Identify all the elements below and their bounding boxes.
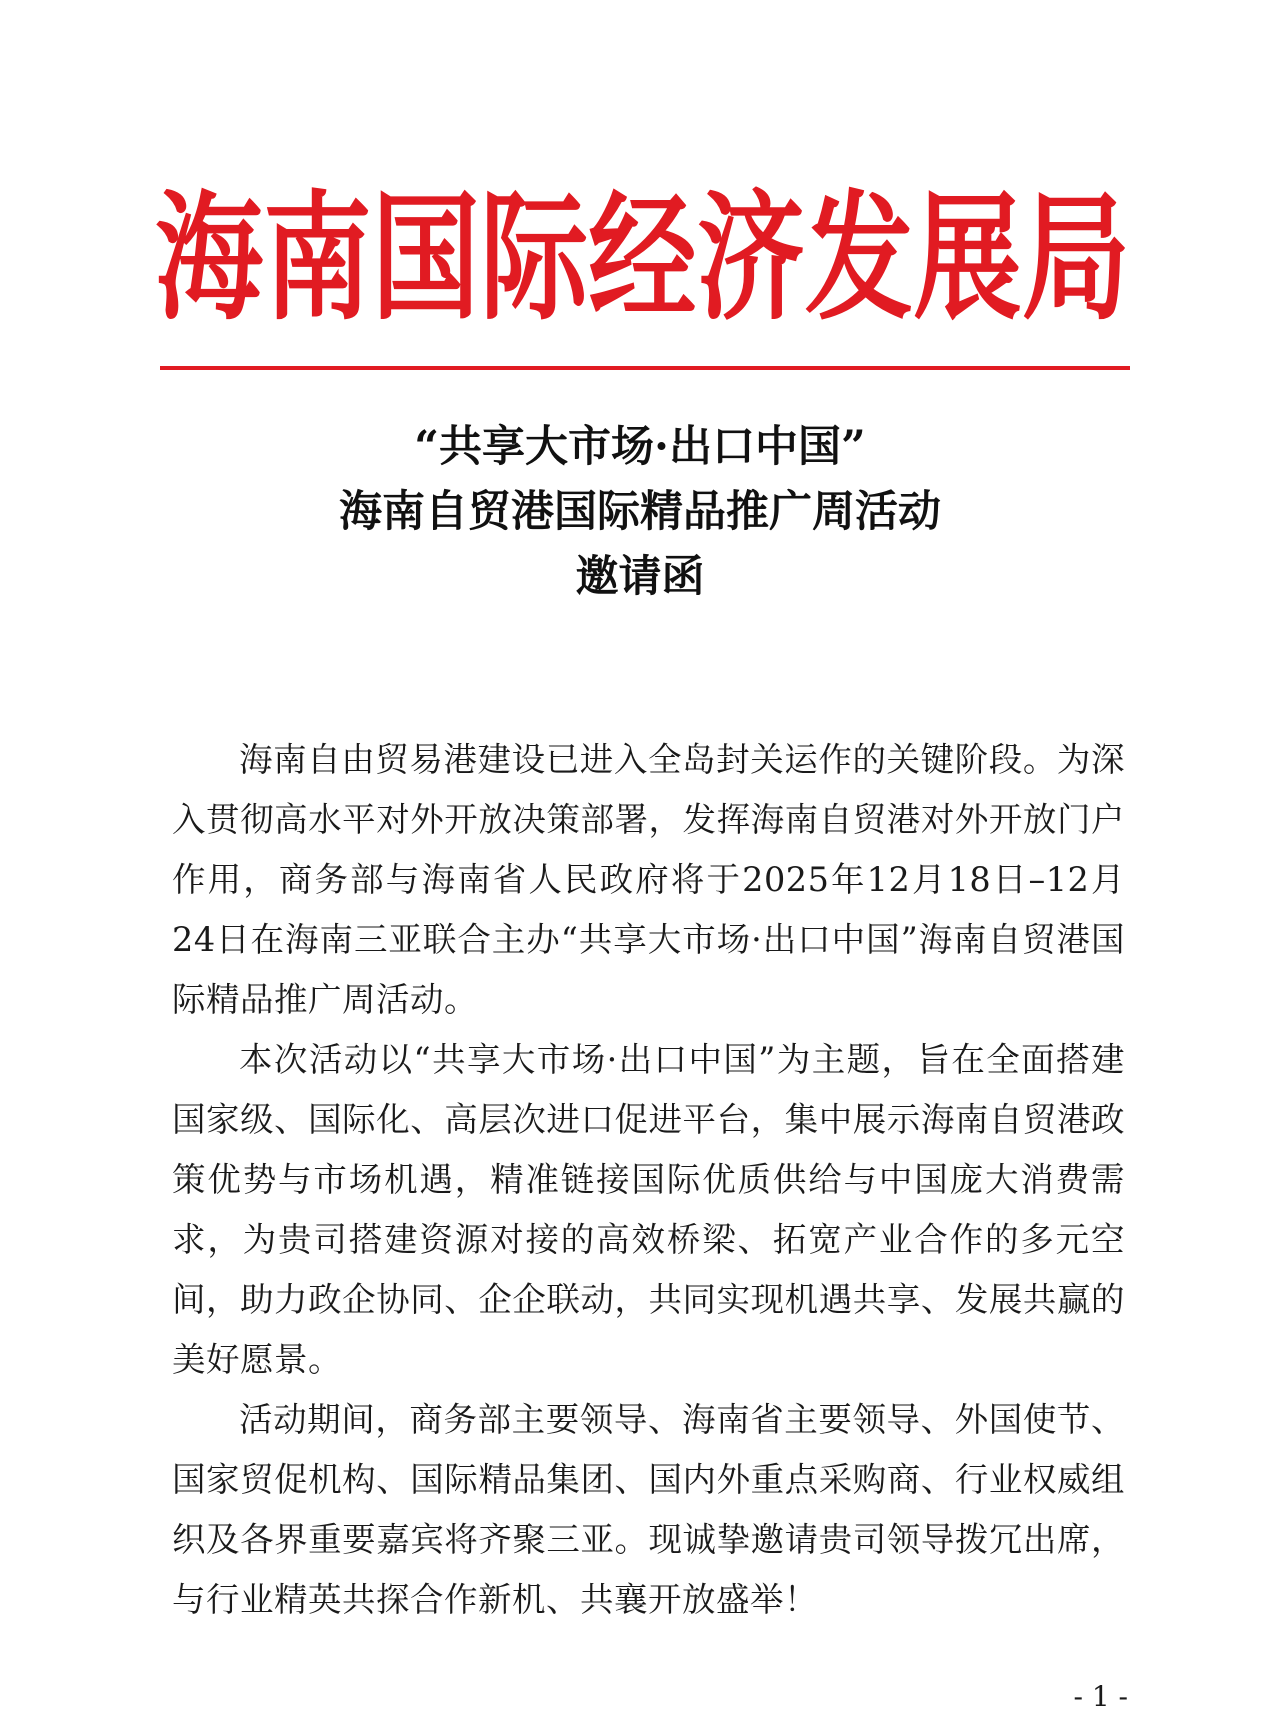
body-paragraph: 海南自由贸易港建设已进入全岛封关运作的关键阶段。为深入贯彻高水平对外开放决策部署，发挥海南自贸港对外开放门户作用，商务部与海南省人民政府将于2025年12月18日–12月24日在海南三亚联合主办“共享大市场·出口中国”海南自贸港国际精品推广周活动。 — [172, 740, 1125, 1019]
document-title — [0, 415, 1280, 610]
title-line-2: 海南自贸港国际精品推广周活动 — [339, 487, 941, 537]
title-line-1: “共享大市场·出口中国” — [414, 422, 866, 472]
header-char: 际 — [480, 179, 589, 340]
header-char: 济 — [696, 179, 805, 340]
document-body — [172, 730, 1125, 1630]
header-char: 南 — [263, 179, 372, 340]
header-char: 海 — [155, 179, 264, 340]
header-char: 局 — [1021, 179, 1130, 340]
red-divider-line — [160, 366, 1130, 370]
title-line-3: 邀请函 — [575, 552, 705, 602]
body-paragraph: 本次活动以“共享大市场·出口中国”为主题，旨在全面搭建国家级、国际化、高层次进口促进平台，集中展示海南自贸港政策优势与市场机遇，精准链接国际优质供给与中国庞大消费需求，为贵司搭建资源对接的高效桥梁、拓宽产业合作的多元空间，助力政企协同、企企联动，共同实现机遇共享、发展共赢的美好愿景。 — [172, 1040, 1125, 1379]
organization-header — [155, 158, 1130, 363]
body-paragraph: 活动期间，商务部主要领导、海南省主要领导、外国使节、国家贸促机构、国际精品集团、国内外重点采购商、行业权威组织及各界重要嘉宾将齐聚三亚。现诚挚邀请贵司领导拨冗出席，与行业精英共探合作新机、共襄开放盛举！ — [172, 1400, 1125, 1619]
header-char: 国 — [371, 179, 480, 340]
header-char: 经 — [588, 179, 697, 340]
page-number: - 1 - — [1073, 1680, 1128, 1713]
header-char: 展 — [913, 179, 1022, 340]
header-char: 发 — [805, 179, 914, 340]
